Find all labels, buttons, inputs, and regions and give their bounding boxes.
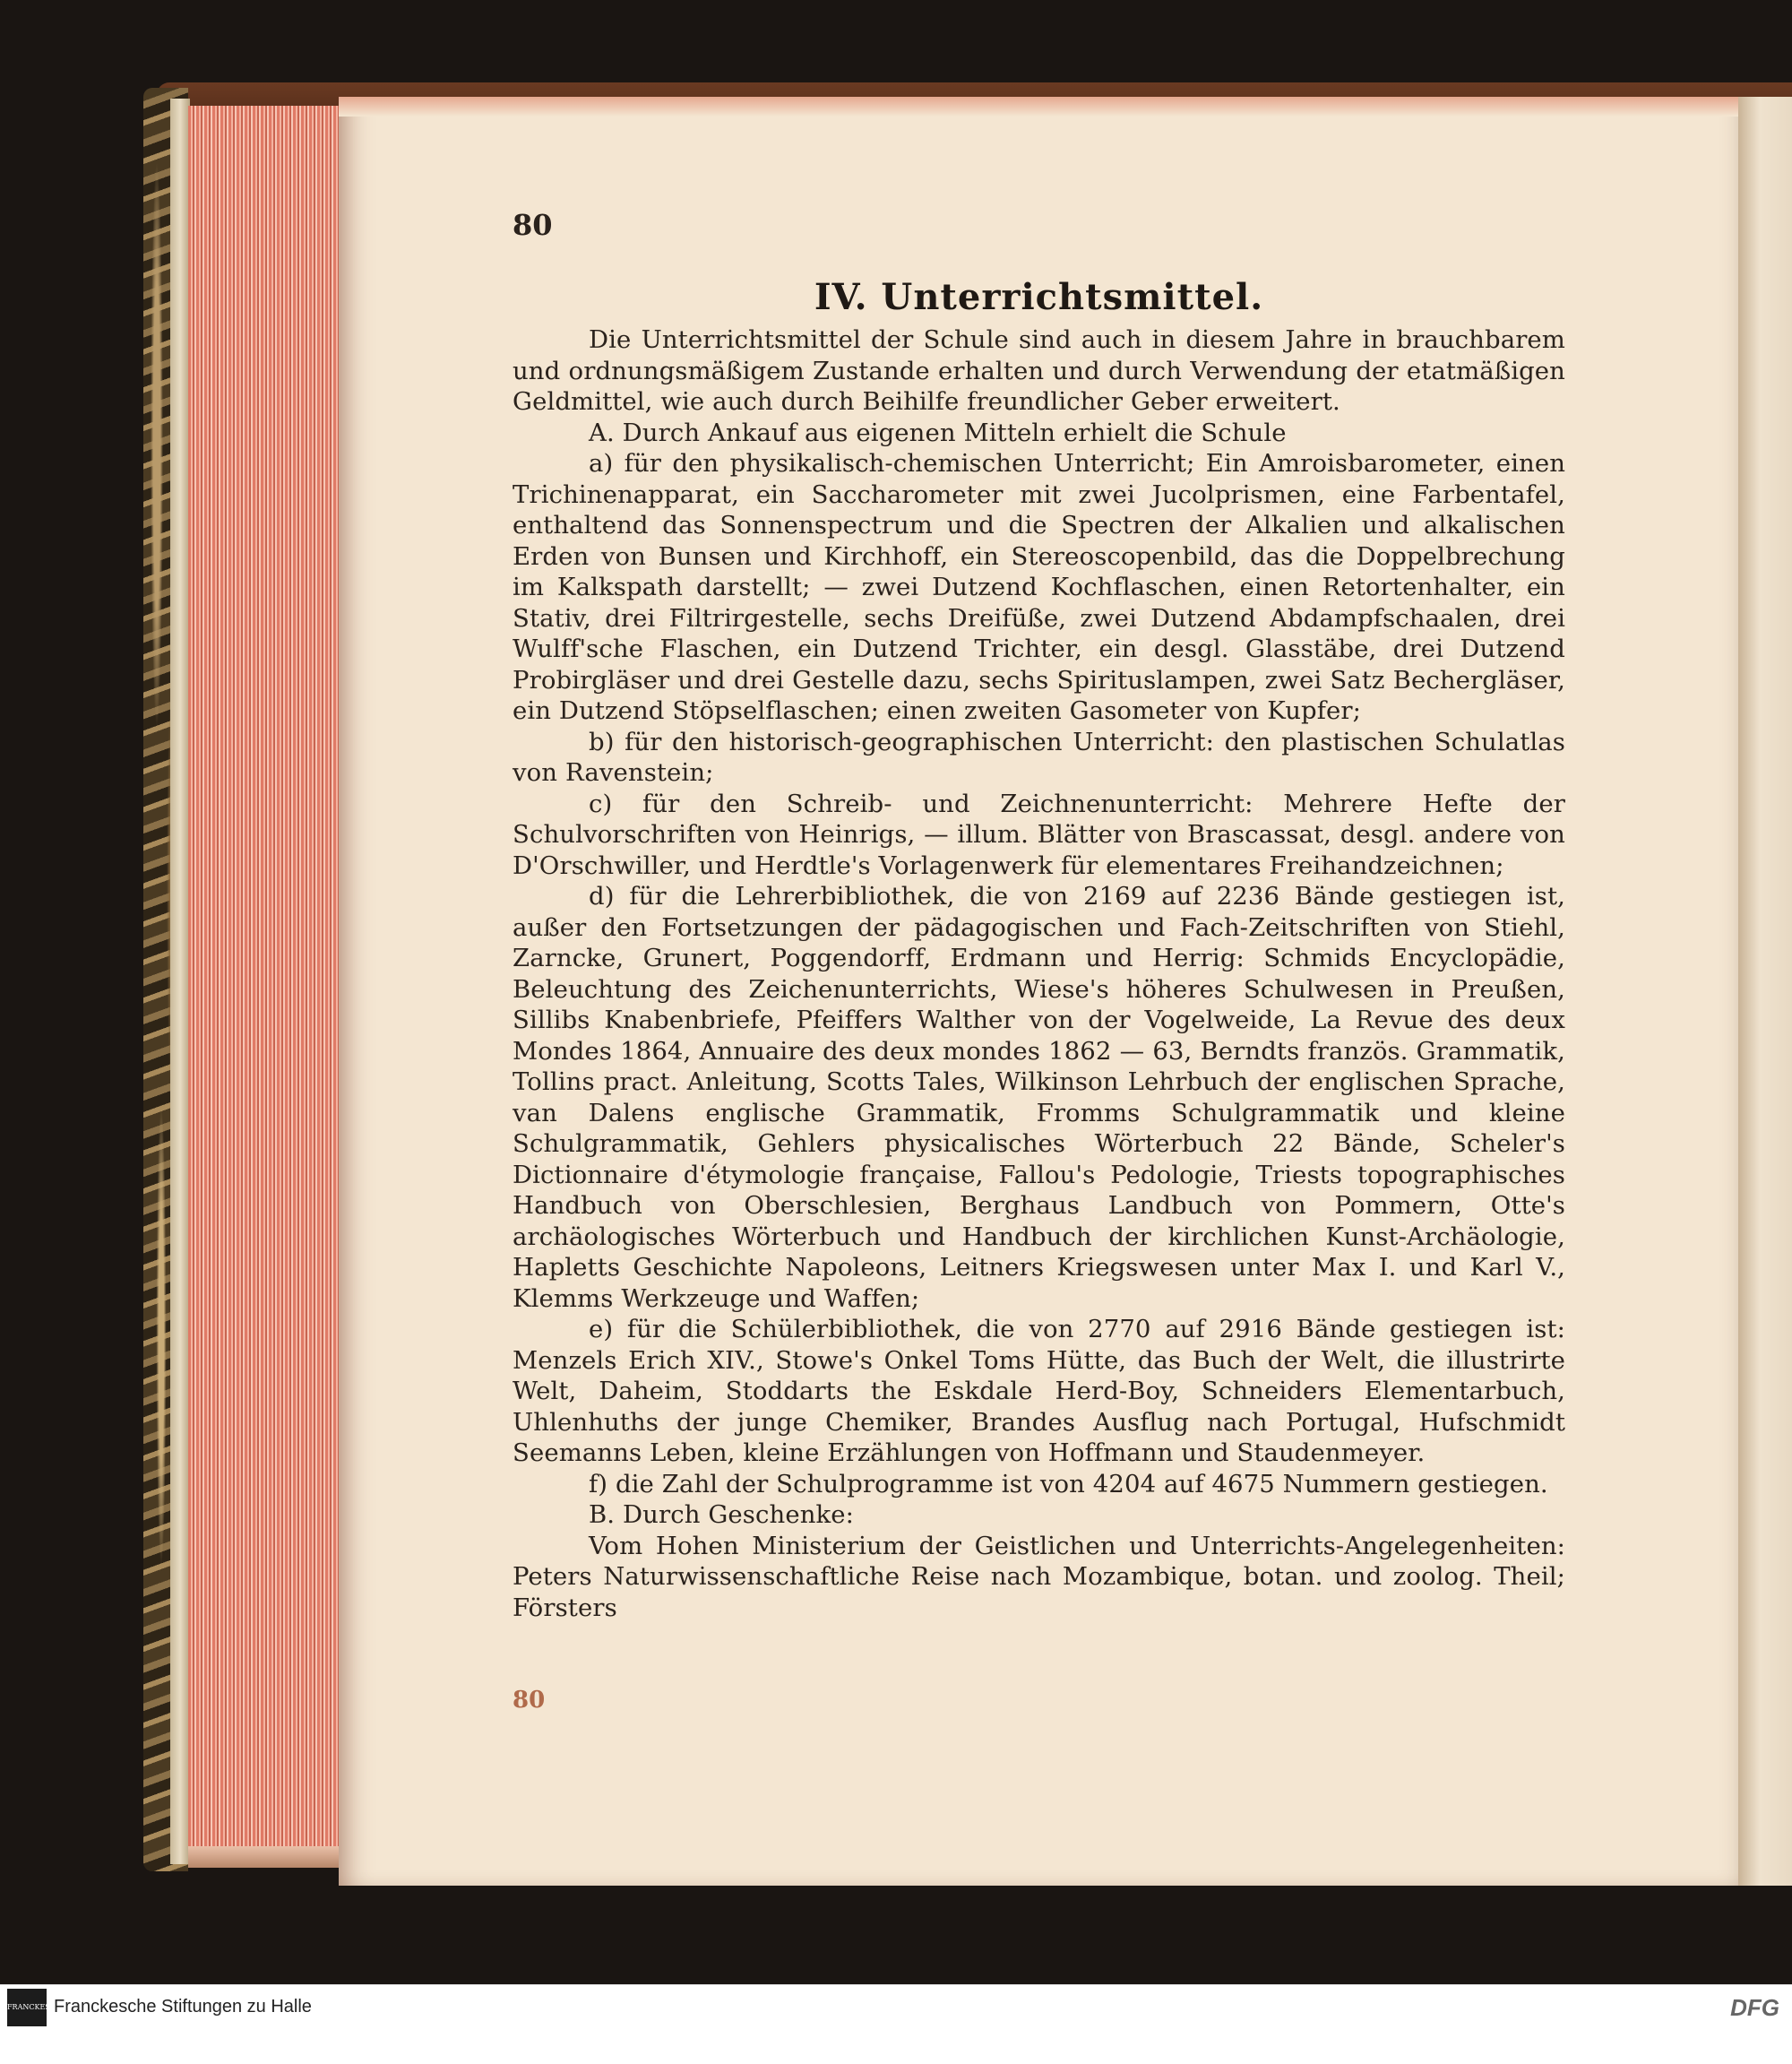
paragraph: a) für den physikalisch-chemischen Unterricht; Ein Amroisbarometer, einen Trichinenapparat, ein Saccharometer mit zwei Jucolprismen, eine Farbentafel, enthaltend das Sonnenspectrum und die Spectren der Alkalien und alkalischen Erden von Bunsen und Kirchhoff, ein Stereoscopenbild, das die Doppelbrechung im Kalkspath darstellt; — zwei Dutzend Kochflaschen, einen Retortenhalter, ein Stativ, drei Filtrirgestelle, sechs Dreifüße, zwei Dutzend Abdampfschaalen, drei Wulff'sche Flaschen, ein Dutzend Trichter, ein desgl. Glasstäbe, drei Dutzend Probirgläser und drei Gestelle dazu, sechs Spirituslampen, zwei Satz Bechergläser, ein Dutzend Stöpselflaschen; einen zweiten Gasometer von Kupfer; [513, 449, 1565, 725]
facing-page-edge [1738, 97, 1792, 1886]
page-number: 80 [513, 208, 553, 242]
paragraph: Vom Hohen Ministerium der Geistlichen und Unterrichts-Angelegenheiten: Peters Naturwissenschaftliche Reise nach Mozambique, botan. und zoolog. Theil; Försters [513, 1531, 1565, 1622]
page-stack-bottom [188, 1846, 345, 1868]
paragraph: b) für den historisch-geographischen Unterricht: den plastischen Schulatlas von Ravenstein; [513, 727, 1565, 787]
paragraph: e) für die Schülerbibliothek, die von 2770 auf 2916 Bände gestiegen ist: Menzels Erich XIV., Stowe's Onkel Toms Hütte, das Buch der Welt, die illustrirte Welt, Daheim, Stoddarts the Eskdale Herd-Boy, Schneiders Elementarbuch, Uhlenhuths der junge Chemiker, Brandes Ausflug nach Portugal, Hufschmidt Seemanns Leben, kleine Erzählungen von Hoffmann und Staudenmeyer. [513, 1315, 1565, 1467]
paragraph: d) für die Lehrerbibliothek, die von 2169 auf 2236 Bände gestiegen ist, außer den Fortsetzungen der pädagogischen und Fach-Zeitschriften von Stiehl, Zarncke, Grunert, Poggendorff, Erdmann und Herrig: Schmids Encyclopädie, Beleuchtung des Zeichenunterrichts, Wiese's höheres Schulwesen in Preußen, Sillibs Knabenbriefe, Pfeiffers Walther von der Vogelweide, La Revue des deux Mondes 1864, Annuaire des deux mondes 1862 — 63, Berndts französ. Grammatik, Tollins pract. Anleitung, Scotts Tales, Wilkinson Lehrbuch der englischen Sprache, van Dalens englische Grammatik, Fromms Schulgrammatik und kleine Schulgrammatik, Gehlers physicalisches Wörterbuch 22 Bände, Scheler's Dictionnaire d'étymologie française, Fallou's Pedologie, Triests topographisches Handbuch von Oberschlesien, Berghaus Landbuch von Pommern, Otte's archäologisches Wörterbuch und Handbuch der kirchlichen Kunst-Archäologie, Hapletts Geschichte Napoleons, Leitners Kriegswesen unter Max I. und Karl V., Klemms Werkzeuge und Waffen; [513, 882, 1565, 1313]
paragraph: f) die Zahl der Schulprogramme ist von 4204 auf 4675 Nummern gestiegen. [589, 1469, 1548, 1498]
page-body [513, 324, 1565, 1623]
institution-name: Franckesche Stiftungen zu Halle [54, 1997, 312, 2017]
page-stack-edge [188, 106, 340, 1858]
binding-edge [170, 99, 190, 1864]
institution-logo-icon: FRANCKESCHE STIFTUNGEN [7, 1989, 47, 2026]
paragraph: B. Durch Geschenke: [589, 1500, 855, 1529]
page-top-edge [339, 97, 1750, 117]
viewer-footer [0, 1984, 1792, 2049]
paragraph: c) für den Schreib- und Zeichnenunterricht: Mehrere Hefte der Schulvorschriften von Heinrigs, — illum. Blätter von Brascassat, desgl. andere von D'Orschwiller, und Herdtle's Vorlagenwerk für elementares Freihandzeichnen; [513, 789, 1565, 880]
paragraph: Die Unterrichtsmittel der Schule sind auch in diesem Jahre in brauchbarem und ordnungsmäßigem Zustande erhalten und durch Verwendung der etatmäßigen Geldmittel, wie auch durch Beihilfe freundlicher Geber erweitert. [513, 325, 1565, 416]
pencil-page-mark: 80 [513, 1687, 546, 1714]
chapter-title: IV. Unterrichtsmittel. [814, 276, 1264, 318]
paragraph: A. Durch Ankauf aus eigenen Mitteln erhielt die Schule [589, 418, 1287, 447]
dfg-logo-icon: DFG [1730, 1994, 1779, 2021]
